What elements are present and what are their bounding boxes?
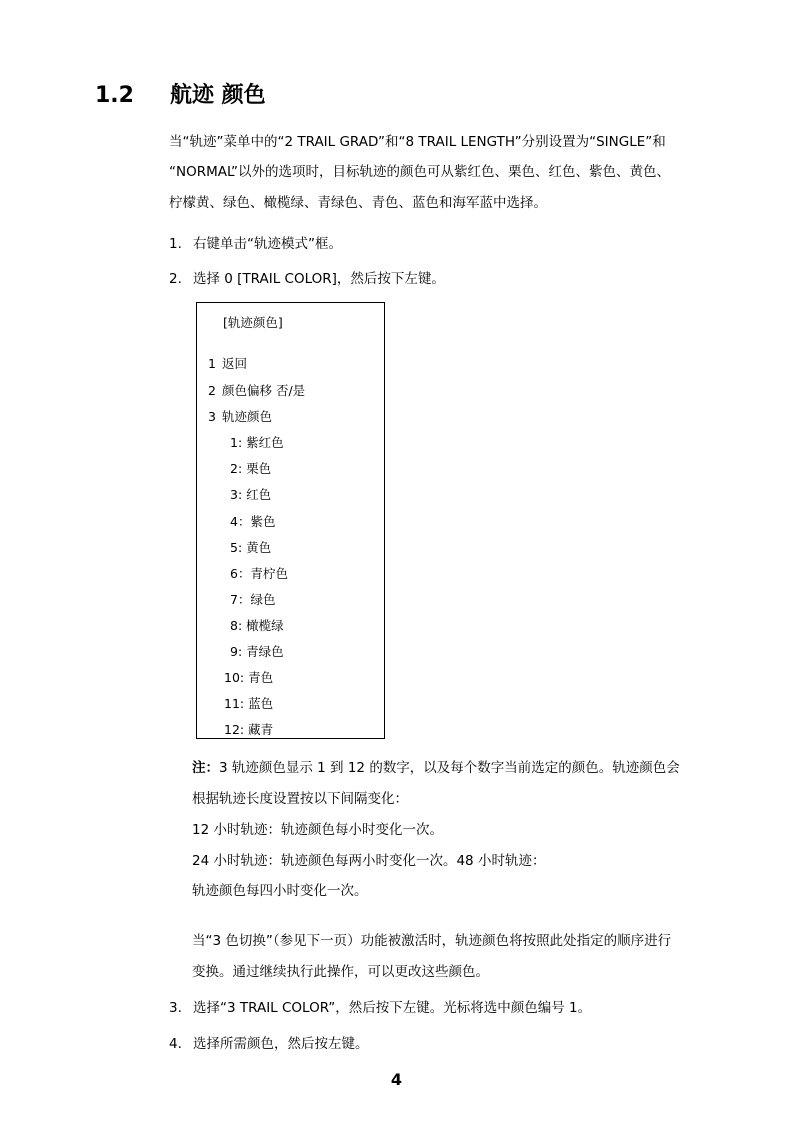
note-line-5: 轨迹颜色每四小时变化一次。: [192, 883, 368, 899]
color-option-8: 8: 橄榄绿: [230, 618, 284, 633]
menu-item-label: 返回: [222, 356, 248, 371]
intro-line-1: 当“轨迹”菜单中的“2 TRAIL GRAD”和“8 TRAIL LENGTH”分别设置为“SINGLE”和: [169, 134, 666, 150]
step-2: [169, 269, 445, 289]
step-3: [169, 998, 591, 1018]
step-number: 2.: [169, 271, 182, 287]
step-1: [169, 234, 342, 254]
step-text: 选择 0 [TRAIL COLOR]，然后按下左键。: [193, 271, 445, 287]
intro-line-2: “NORMAL”以外的选项时，目标轨迹的颜色可从紫红色、栗色、红色、紫色、黄色、: [169, 164, 670, 180]
intro-line-3: 柠檬黄、绿色、橄榄绿、青绿色、青色、蓝色和海军蓝中选择。: [169, 195, 547, 211]
color-option-11: 11: 蓝色: [224, 696, 274, 711]
menu-item-color-shift: [208, 381, 305, 399]
step-number: 3.: [169, 1000, 182, 1016]
step-4: [169, 1034, 369, 1054]
note-line-2: 根据轨迹长度设置按以下间隔变化：: [192, 791, 408, 807]
color-option-7: 7：绿色: [230, 592, 276, 607]
menu-item-number: 3: [208, 409, 216, 424]
color-option-9: 9: 青绿色: [230, 644, 284, 659]
note-line-6: 当“3 色切换”（参见下一页）功能被激活时，轨迹颜色将按照此处指定的顺序进行: [192, 933, 672, 949]
color-option-1: 1: 紫红色: [230, 435, 284, 450]
step-text: 选择“3 TRAIL COLOR”，然后按下左键。光标将选中颜色编号 1。: [193, 1000, 592, 1016]
section-number: 1.2: [95, 83, 134, 108]
menu-item-number: 1: [208, 356, 216, 371]
menu-item-number: 2: [208, 383, 216, 398]
color-option-6: 6：青柠色: [230, 566, 288, 581]
menu-item-trail-color: [208, 407, 272, 425]
color-option-10: 10: 青色: [224, 670, 274, 685]
menu-item-label: 颜色偏移 否/是: [222, 383, 306, 398]
color-option-2: 2: 栗色: [230, 461, 272, 476]
note-line-3: 12 小时轨迹：轨迹颜色每小时变化一次。: [192, 822, 443, 838]
color-option-3: 3: 红色: [230, 487, 272, 502]
note-label: 注：: [192, 760, 219, 776]
menu-item-back: [208, 354, 247, 372]
section-title: 航迹 颜色: [170, 83, 266, 108]
section-heading: [95, 78, 266, 109]
trail-color-menu: [196, 302, 385, 739]
note-line-4: 24 小时轨迹：轨迹颜色每两小时变化一次。48 小时轨迹：: [192, 853, 546, 869]
page-number: 4: [390, 1070, 403, 1089]
note-line-1: [192, 758, 680, 778]
note-line-7: 变换。通过继续执行此操作，可以更改这些颜色。: [192, 964, 489, 980]
menu-item-label: 轨迹颜色: [222, 409, 273, 424]
step-number: 1.: [169, 236, 182, 252]
menu-title: [轨迹颜色]: [223, 315, 283, 330]
color-option-5: 5: 黄色: [230, 540, 272, 555]
step-number: 4.: [169, 1036, 182, 1052]
color-option-12: 12: 藏青: [224, 722, 274, 737]
step-text: 右键单击“轨迹模式”框。: [193, 236, 342, 252]
color-option-4: 4：紫色: [230, 514, 276, 529]
step-text: 选择所需颜色，然后按左键。: [193, 1036, 369, 1052]
note-text: 3 轨迹颜色显示 1 到 12 的数字，以及每个数字当前选定的颜色。轨迹颜色会: [219, 760, 680, 776]
